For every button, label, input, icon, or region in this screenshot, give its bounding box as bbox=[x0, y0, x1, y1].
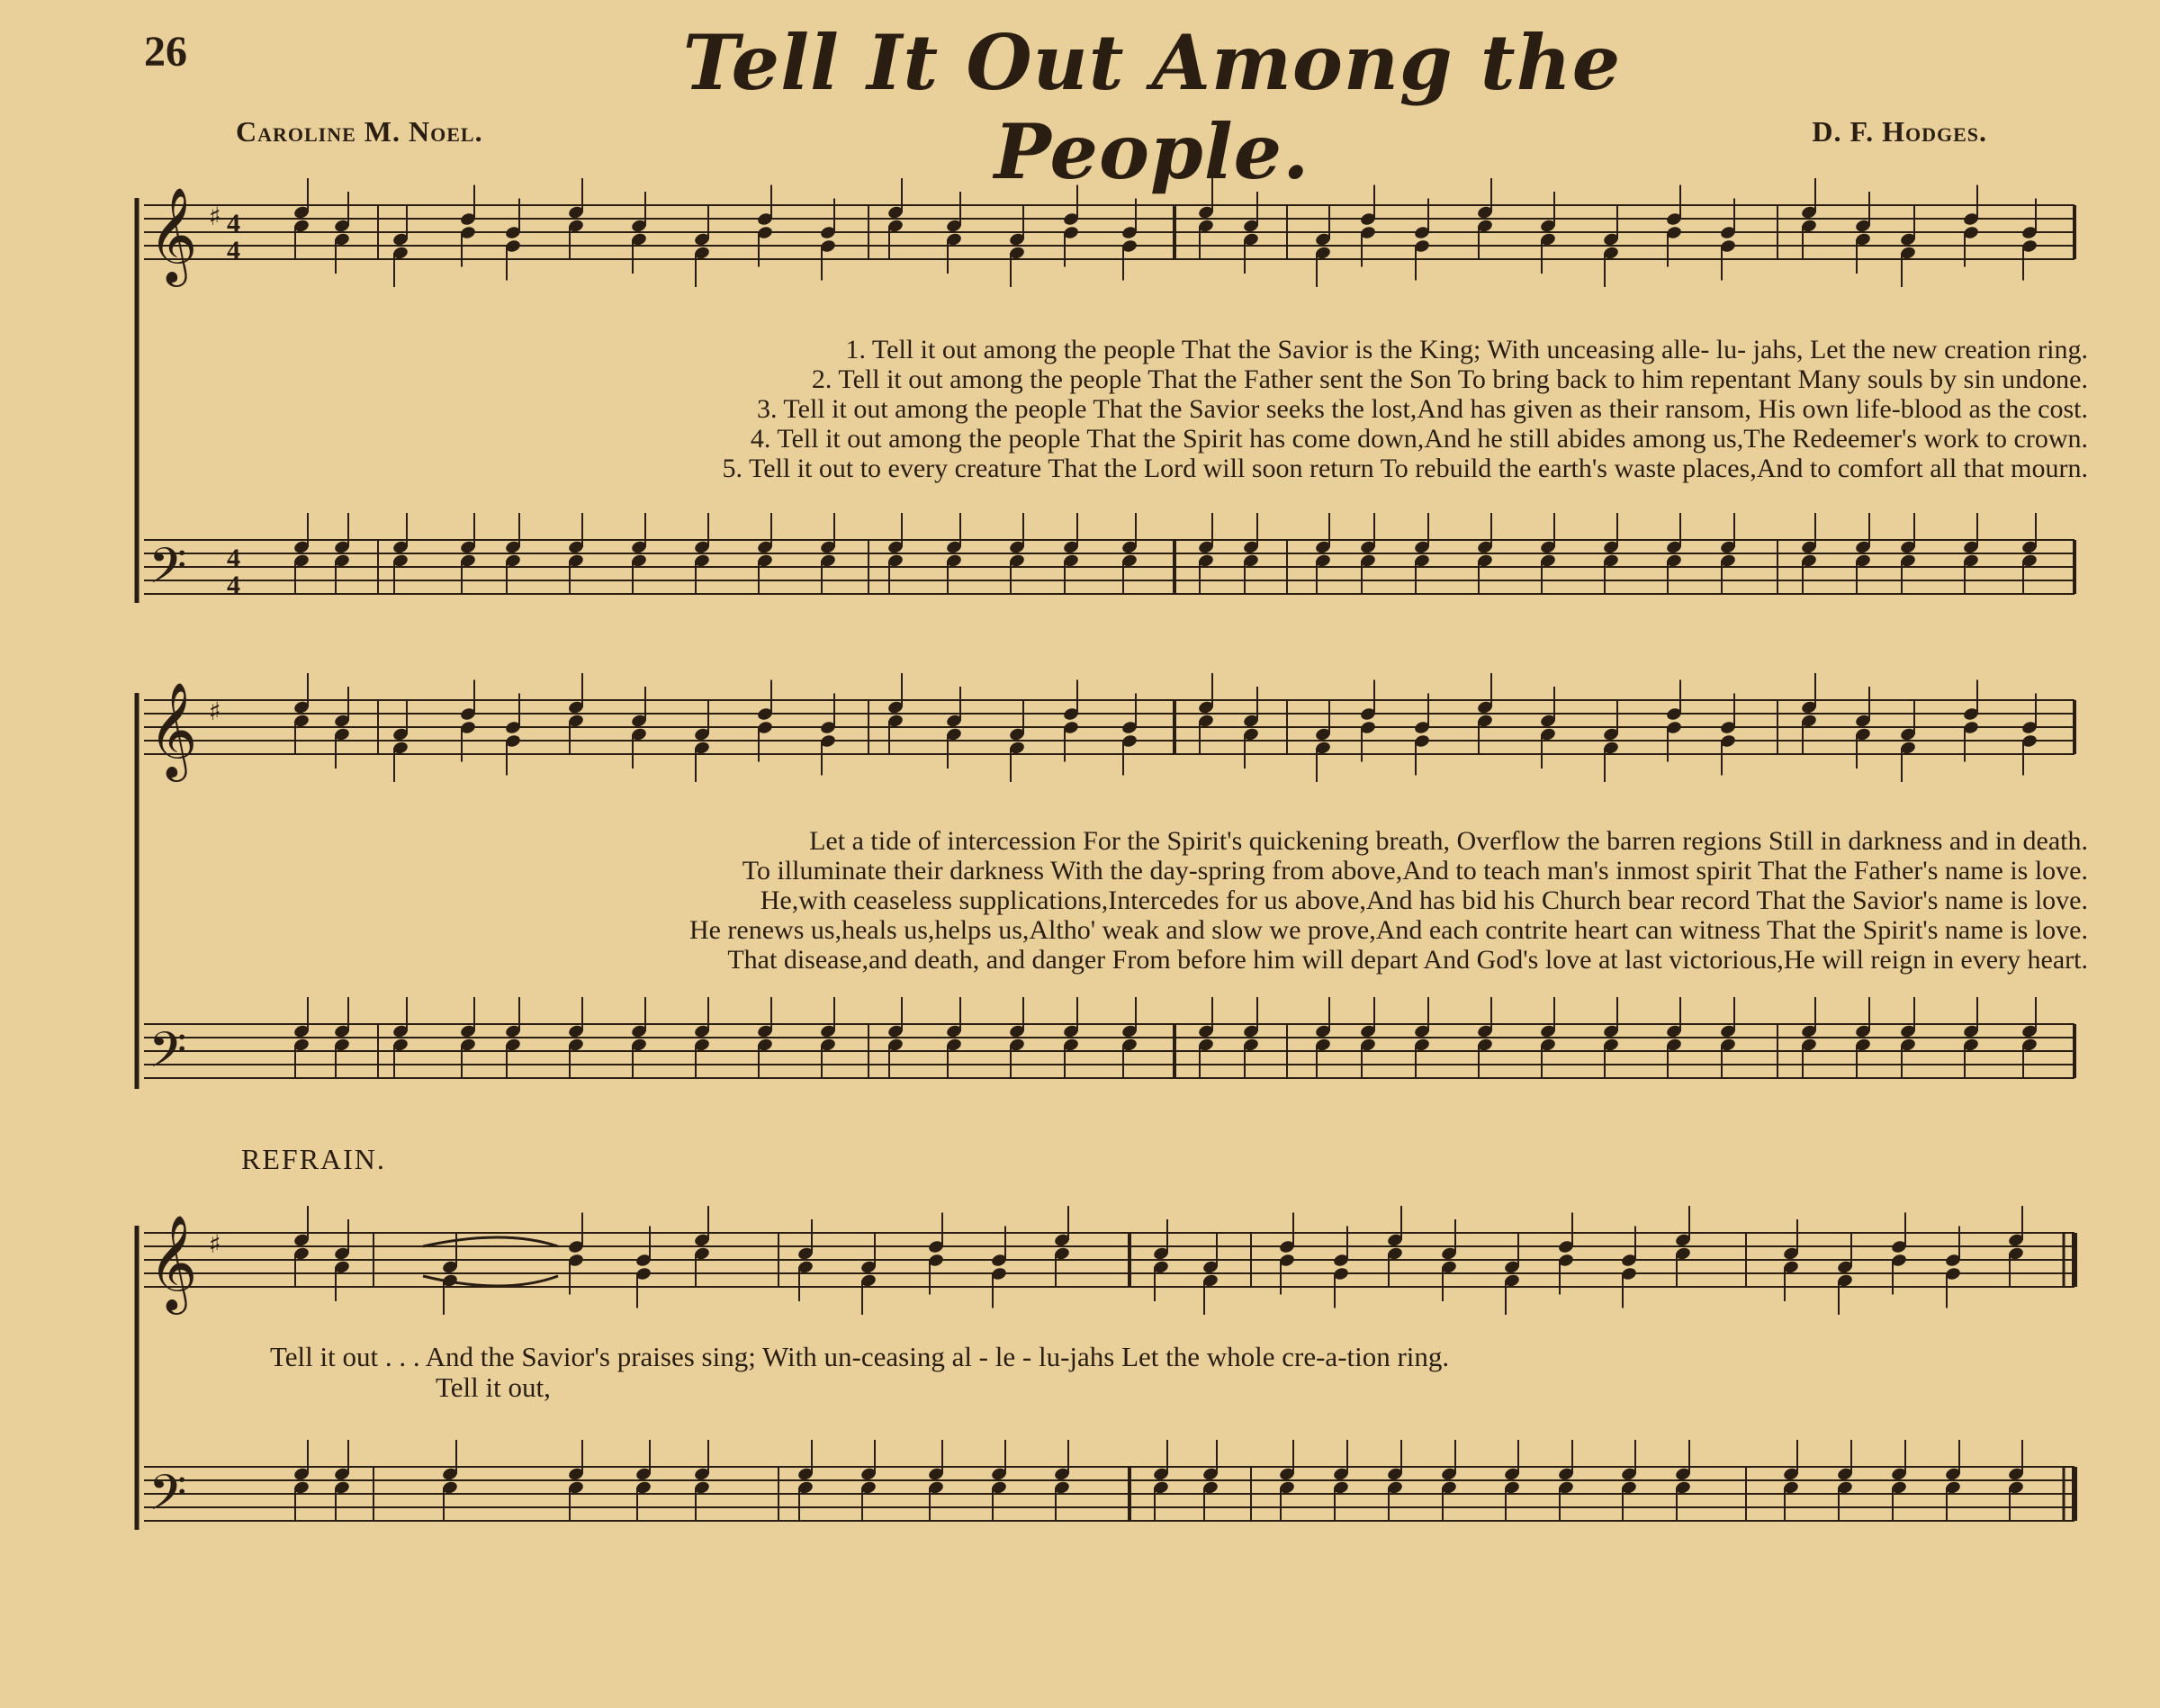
svg-text:𝄢: 𝄢 bbox=[148, 1021, 187, 1091]
composer-credit: D. F. Hodges. bbox=[1812, 115, 1987, 148]
verse-line: He renews us,heals us,helps us,Altho' weak and slow we prove,And each contrite heart can witness That the Spirit's name is love. bbox=[688, 915, 2088, 945]
verse-line: To illuminate their darkness With the day-spring from above,And to teach man's inmost spirit That the Father's name is love. bbox=[742, 856, 2088, 885]
svg-text:𝄢: 𝄢 bbox=[148, 537, 187, 607]
svg-text:♯: ♯ bbox=[209, 202, 221, 231]
svg-text:♯: ♯ bbox=[209, 697, 221, 726]
verse-line: 5. Tell it out to every creature That the Lord will soon return To rebuild the earth's waste places,And to comfort all that mourn. bbox=[722, 454, 2088, 483]
svg-text:𝄞: 𝄞 bbox=[148, 1214, 198, 1310]
svg-text:4: 4 bbox=[227, 571, 240, 600]
verse-block-2 bbox=[153, 826, 2088, 975]
svg-text:𝄢: 𝄢 bbox=[148, 1464, 187, 1533]
verse-line: 4. Tell it out among the people That the Spirit has come down,And he still abides among us,The Redeemer's work to crown. bbox=[750, 424, 2088, 454]
verse-line: Let a tide of intercession For the Spirit's quickening breath, Overflow the barren regions Still in darkness and in death. bbox=[809, 826, 2088, 856]
verse-line: 2. Tell it out among the people That the Father sent the Son To bring back to him repentant Many souls by sin undone. bbox=[811, 364, 2088, 394]
verse-block-1 bbox=[153, 335, 2088, 483]
svg-text:𝄞: 𝄞 bbox=[148, 681, 198, 778]
verse-line: 3. Tell it out among the people That the Savior seeks the lost,And has given as their ransom, His own life-blood as the cost. bbox=[756, 394, 2088, 424]
refrain-lyric: Tell it out . . . And the Savior's praises sing; With un-ceasing al - le - lu-jahs Let the whole cre-a-tion ring. bbox=[270, 1341, 1450, 1372]
refrain-sub-lyric: Tell it out, bbox=[436, 1371, 551, 1403]
hymn-title: Tell It Out Among the People. bbox=[682, 18, 1622, 196]
svg-text:4: 4 bbox=[227, 544, 240, 573]
verse-line: 1. Tell it out among the people That the Savior is the King; With unceasing alle- lu- jahs, Let the new creation ring. bbox=[845, 335, 2088, 364]
svg-text:𝄞: 𝄞 bbox=[148, 186, 198, 283]
svg-text:♯: ♯ bbox=[209, 1229, 221, 1259]
refrain-label: REFRAIN. bbox=[241, 1143, 386, 1175]
lyricist-credit: Caroline M. Noel. bbox=[236, 115, 483, 148]
verse-line: He,with ceaseless supplications,Intercedes for us above,And has bid his Church bear record That the Savior's name is love. bbox=[760, 885, 2088, 915]
page-number: 26 bbox=[144, 28, 187, 76]
verse-line: That disease,and death, and danger From before him will depart And God's love at last victorious,He will reign in every heart. bbox=[727, 945, 2088, 975]
svg-text:4: 4 bbox=[227, 209, 240, 238]
svg-text:4: 4 bbox=[227, 236, 240, 265]
